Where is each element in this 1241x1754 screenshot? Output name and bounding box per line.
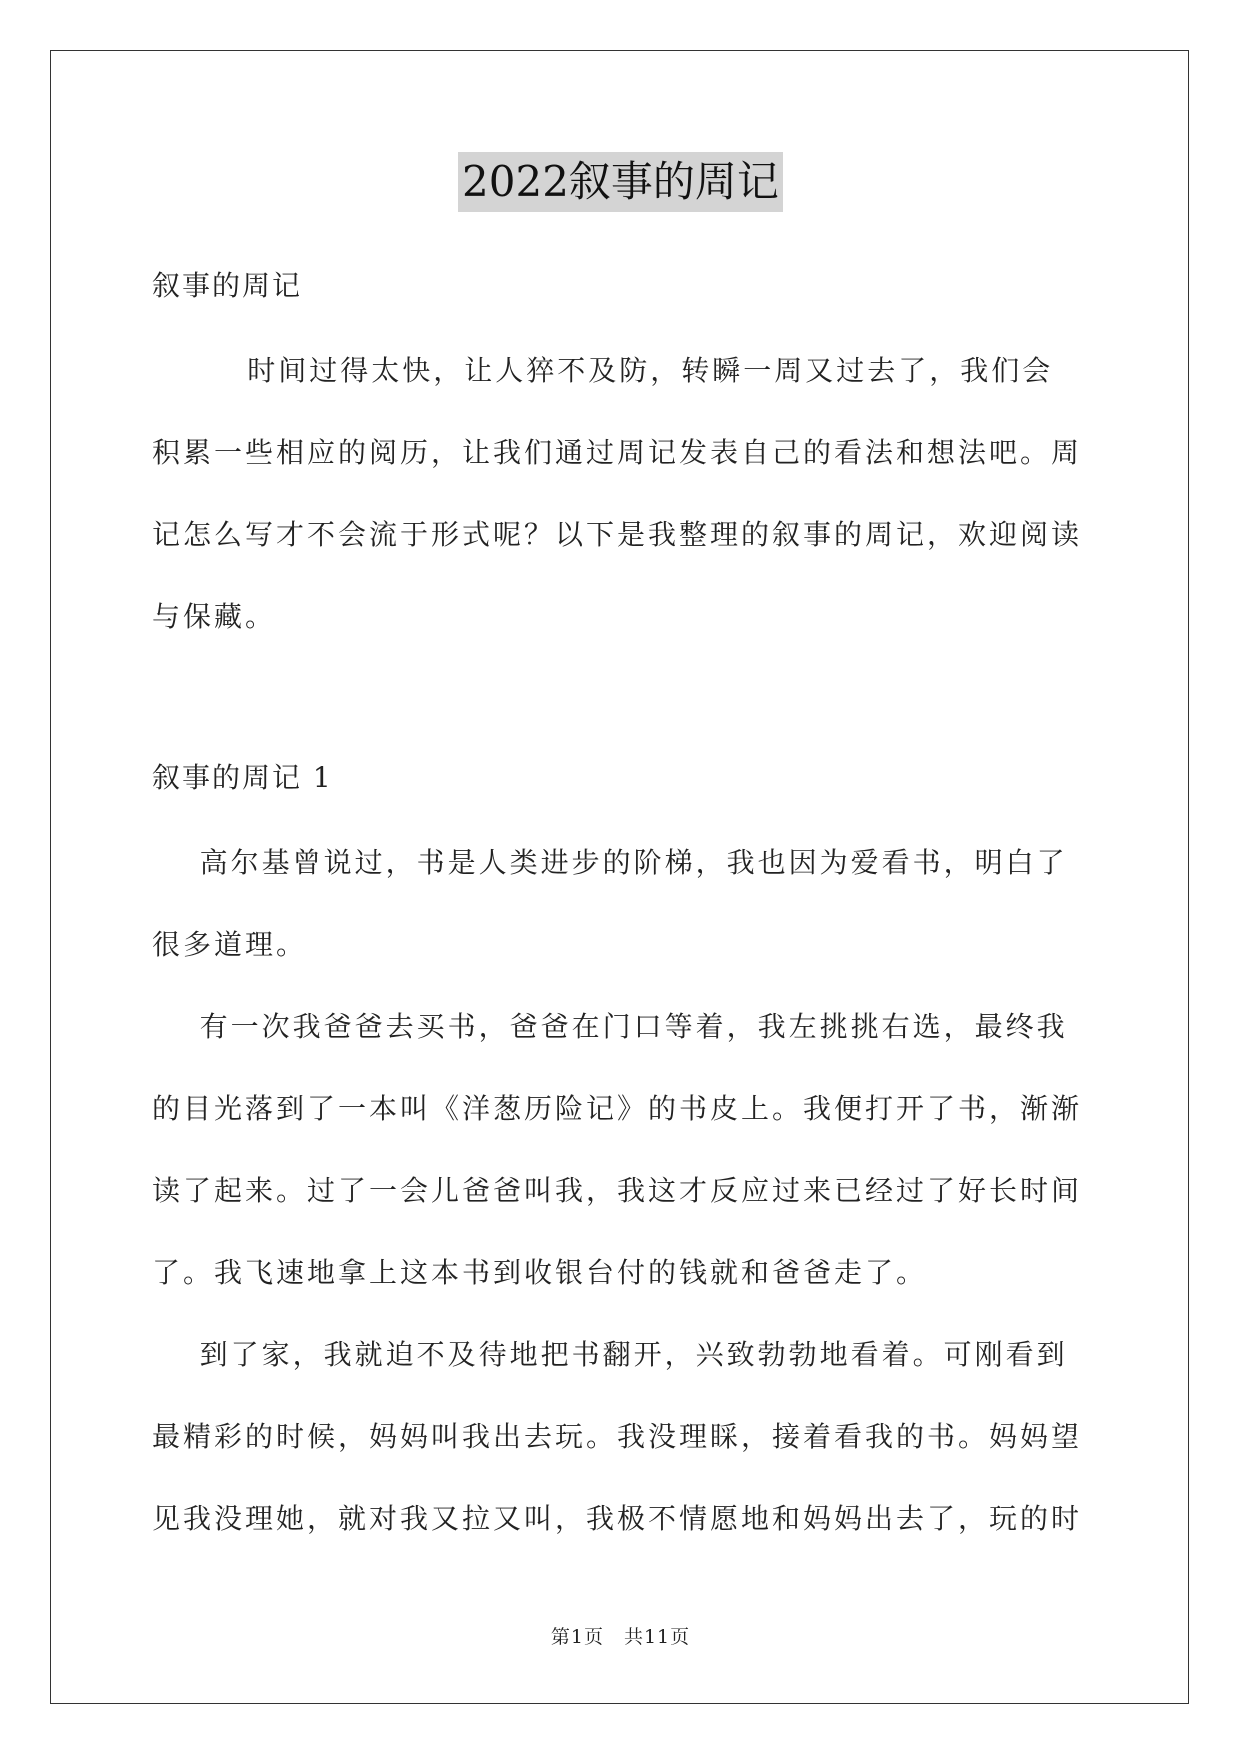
body-line: 到了家，我就迫不及待地把书翻开，兴致勃勃地看着。可刚看到 xyxy=(152,1338,1068,1371)
page-total: 共11页 xyxy=(623,1626,691,1648)
title-container xyxy=(0,152,1241,212)
body-line: 了。我飞速地拿上这本书到收银台付的钱就和爸爸走了。 xyxy=(152,1256,928,1289)
intro-line: 记怎么写才不会流于形式呢？以下是我整理的叙事的周记，欢迎阅读 xyxy=(152,518,1083,551)
body-line: 最精彩的时候，妈妈叫我出去玩。我没理睬，接着看我的书。妈妈望 xyxy=(152,1420,1083,1453)
document-title: 2022叙事的周记 xyxy=(458,152,783,212)
body-line: 有一次我爸爸去买书，爸爸在门口等着，我左挑挑右选，最终我 xyxy=(152,1010,1068,1043)
body-line: 高尔基曾说过，书是人类进步的阶梯，我也因为爱看书，明白了 xyxy=(152,846,1068,879)
section-body xyxy=(152,822,1092,1560)
intro-line: 与保藏。 xyxy=(152,600,277,633)
page-number: 第1页 xyxy=(550,1626,604,1648)
body-line: 读了起来。过了一会儿爸爸叫我，我这才反应过来已经过了好长时间 xyxy=(152,1174,1083,1207)
intro-paragraph xyxy=(152,330,1092,658)
body-line: 很多道理。 xyxy=(152,928,308,961)
intro-line: 时间过得太快，让人猝不及防，转瞬一周又过去了，我们会 xyxy=(152,354,1054,387)
intro-heading: 叙事的周记 xyxy=(152,269,303,302)
body-line: 见我没理她，就对我又拉又叫，我极不情愿地和妈妈出去了，玩的时 xyxy=(152,1502,1083,1535)
intro-line: 积累一些相应的阅历，让我们通过周记发表自己的看法和想法吧。周 xyxy=(152,436,1083,469)
section-heading: 叙事的周记 1 xyxy=(152,761,333,794)
page-footer xyxy=(0,1622,1241,1649)
body-line: 的目光落到了一本叫《洋葱历险记》的书皮上。我便打开了书，渐渐 xyxy=(152,1092,1083,1125)
